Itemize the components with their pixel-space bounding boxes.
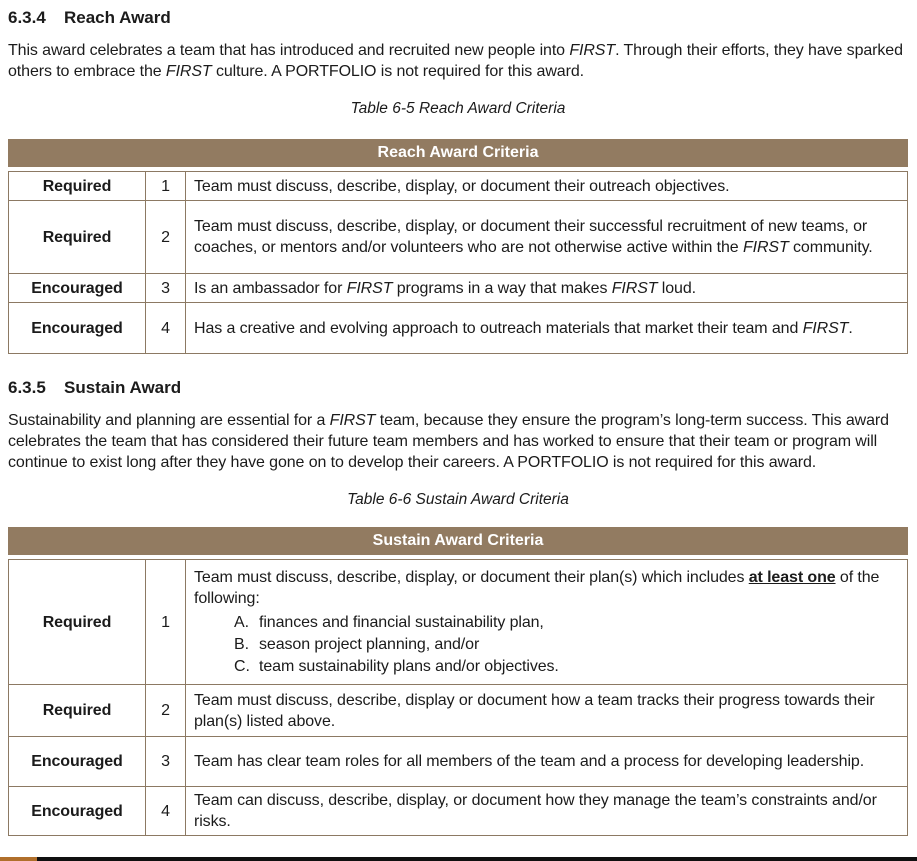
list-item-label: B. [234, 636, 249, 653]
number-cell: 1 [146, 560, 186, 685]
reach-criteria-table [8, 171, 908, 354]
number-cell: 3 [146, 274, 186, 303]
table-title-bar: Reach Award Criteria [8, 139, 908, 167]
body-paragraph-reach: This award celebrates a team that has introduced and recruited new people into FIRST. Through their efforts, they have sparked others to embrace the FIRST culture. A PORTFOLIO is not required for this award. [8, 42, 903, 80]
list-item-text: team sustainability plans and/or objectives. [259, 658, 559, 675]
number-cell: 1 [146, 172, 186, 201]
cell-paragraph [194, 278, 899, 299]
list-item-text: Team can discuss, describe, display, or document how they manage the team’s constraints and/or risks. [194, 792, 877, 830]
list-item-text: finances and financial sustainability plan, [259, 614, 544, 631]
table-row [9, 172, 908, 201]
number-cell: 2 [146, 685, 186, 737]
criteria-cell [186, 274, 908, 303]
level-cell: Required [9, 172, 146, 201]
cell-paragraph [194, 567, 899, 609]
list-item-text: Is an ambassador for FIRST programs in a way that makes FIRST loud. [194, 279, 696, 297]
list-item-label: A. [234, 614, 249, 631]
level-cell: Encouraged [9, 787, 146, 836]
body-paragraph-sustain: Sustainability and planning are essential for a FIRST team, because they ensure the program’s long-term success. This award celebrates the team that has considered their future team members and has worked to ensure that their team or program will continue to exist long after they have gone on to develop their careers. A PORTFOLIO is not required for this award. [8, 412, 889, 471]
cell-paragraph [194, 216, 899, 258]
criteria-cell [186, 737, 908, 787]
number-cell: 2 [146, 201, 186, 274]
cell-paragraph [194, 690, 899, 732]
sustain-award-table [8, 527, 908, 836]
criteria-cell [186, 787, 908, 836]
number-cell: 4 [146, 303, 186, 354]
criteria-cell [186, 560, 908, 685]
list-item-text: Has a creative and evolving approach to outreach materials that market their team and FIRST. [194, 319, 853, 337]
level-cell: Required [9, 560, 146, 685]
section-heading-sustain [8, 378, 908, 398]
table-row [9, 685, 908, 737]
section-number: 6.3.4 [8, 8, 46, 27]
list-item [194, 656, 899, 677]
level-cell: Required [9, 685, 146, 737]
criteria-cell [186, 685, 908, 737]
cell-paragraph [194, 751, 899, 772]
section-heading-reach [8, 8, 908, 28]
list-item-text: Team must discuss, describe, display, or document their plan(s) which includes at least one of the following: [194, 569, 880, 607]
list-item-text: Team must discuss, describe, display, or document their outreach objectives. [194, 177, 730, 195]
sustain-criteria-table [8, 559, 908, 836]
criteria-cell [186, 172, 908, 201]
reach-award-table [8, 139, 908, 354]
level-cell: Encouraged [9, 303, 146, 354]
bottom-bar-orange-segment [0, 857, 37, 861]
level-cell: Required [9, 201, 146, 274]
page-bottom-strip [0, 857, 917, 861]
section-number: 6.3.5 [8, 378, 46, 397]
criteria-cell [186, 303, 908, 354]
table-row [9, 560, 908, 685]
list-item-label: C. [234, 658, 250, 675]
level-cell: Encouraged [9, 274, 146, 303]
number-cell: 4 [146, 787, 186, 836]
cell-paragraph [194, 790, 899, 832]
list-item-text: Team must discuss, describe, display or document how a team tracks their progress towards their plan(s) listed above. [194, 691, 875, 730]
list-item-text: Team must discuss, describe, display, or document their successful recruitment of new teams, or coaches, or mentors and/or volunteers who are not otherwise active within the FIRST community. [194, 218, 873, 256]
table-title-bar: Sustain Award Criteria [8, 527, 908, 555]
cell-paragraph [194, 318, 899, 339]
table-row [9, 201, 908, 274]
list-item-text: season project planning, and/or [259, 636, 480, 653]
list-item [194, 634, 899, 655]
number-cell: 3 [146, 737, 186, 787]
section-title: Reach Award [64, 8, 171, 27]
cell-paragraph [194, 176, 899, 197]
list-item-text: Team has clear team roles for all members of the team and a process for developing leadership. [194, 753, 865, 770]
section-title: Sustain Award [64, 378, 182, 397]
list-item [194, 612, 899, 633]
level-cell: Encouraged [9, 737, 146, 787]
table-row [9, 303, 908, 354]
table-row [9, 274, 908, 303]
table-row [9, 737, 908, 787]
table-row [9, 787, 908, 836]
table-caption-reach: Table 6-5 Reach Award Criteria [350, 100, 566, 117]
bottom-bar-black-segment [37, 857, 917, 861]
table-caption-sustain: Table 6-6 Sustain Award Criteria [347, 491, 569, 508]
criteria-cell [186, 201, 908, 274]
